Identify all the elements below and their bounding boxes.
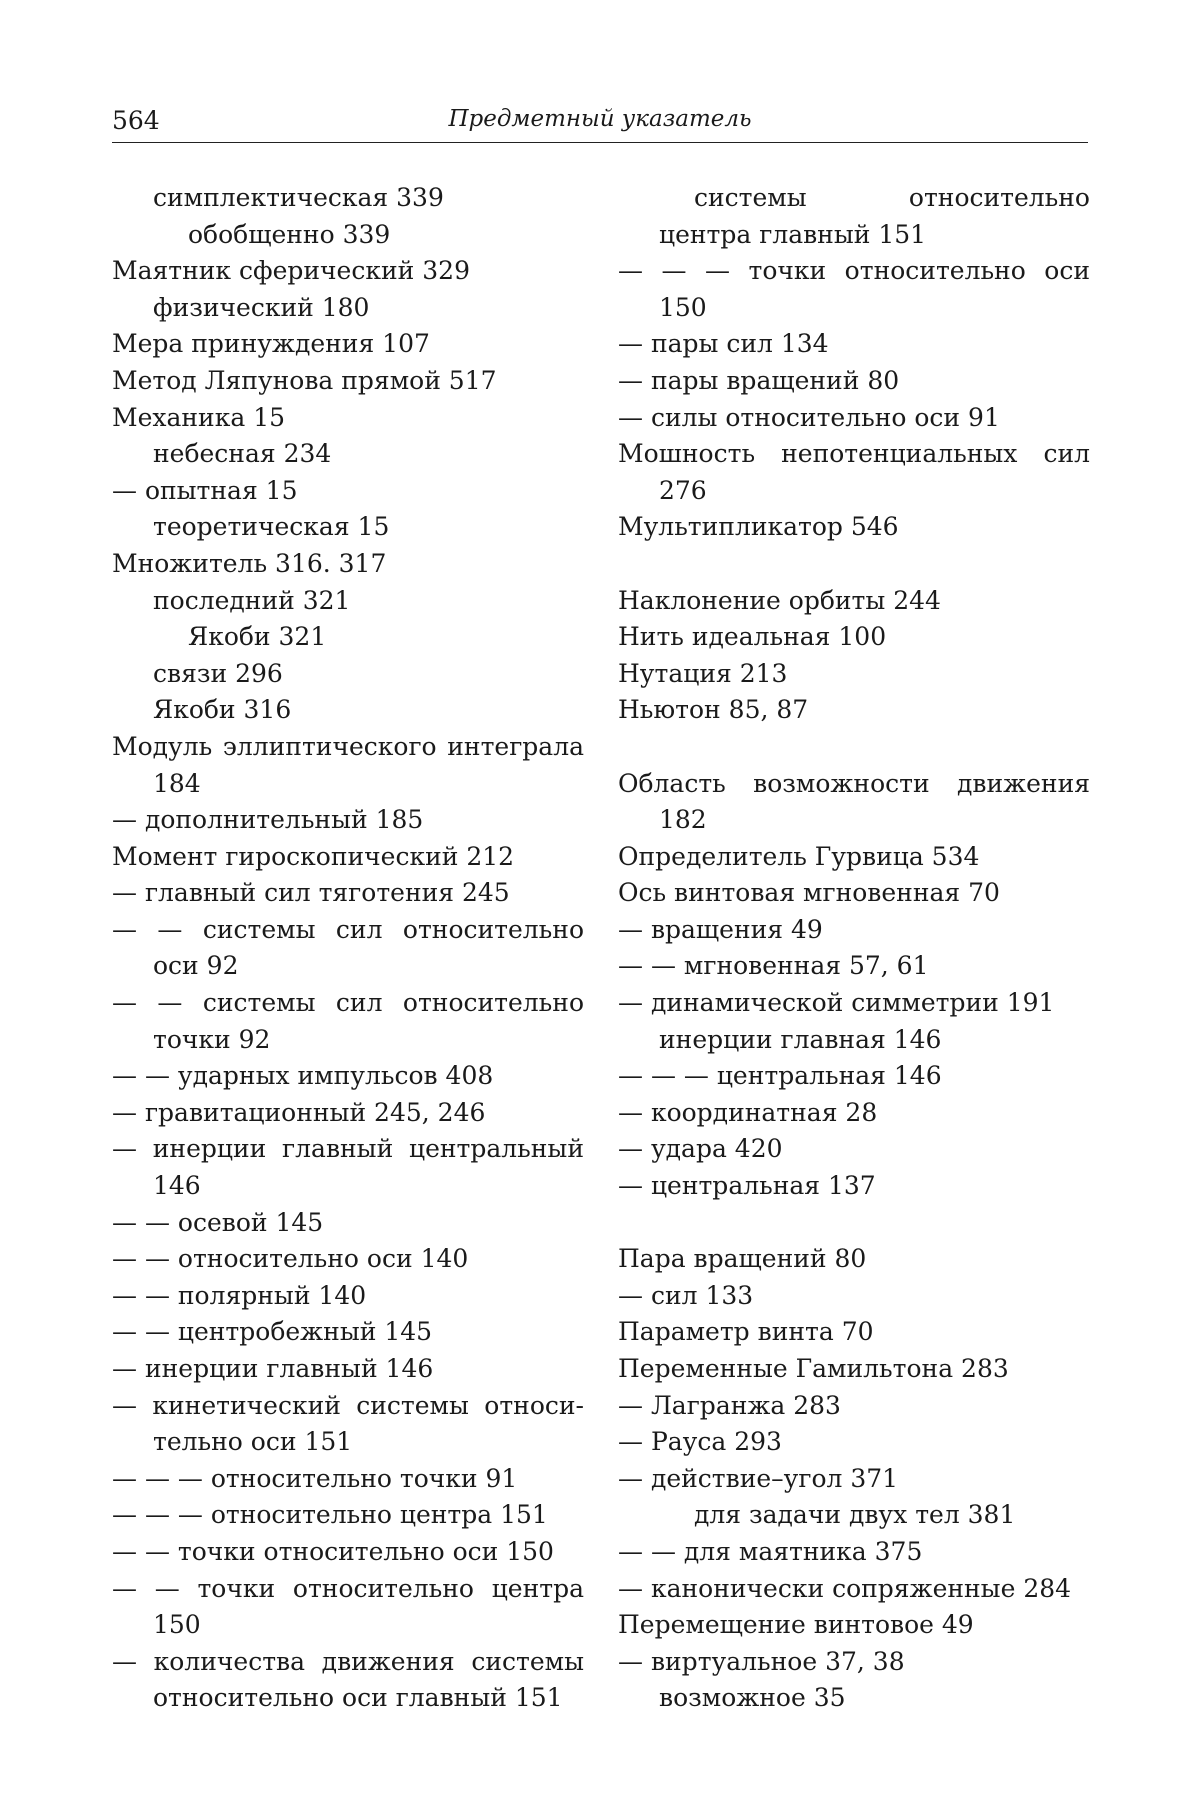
index-entry: — дополнительный 185 bbox=[112, 805, 424, 835]
index-entry: — количества движения системы bbox=[112, 1646, 584, 1676]
index-entry-continuation: 150 bbox=[659, 292, 707, 322]
index-entry: — — системы сил относительно bbox=[112, 914, 584, 944]
index-entry: — — центробежный 145 bbox=[112, 1317, 433, 1347]
index-entry: — главный сил тяготения 245 bbox=[112, 878, 510, 908]
index-entry: Якоби 321 bbox=[188, 622, 327, 652]
index-entry: Модуль эллиптического интеграла bbox=[112, 731, 584, 761]
index-entry: Механика 15 bbox=[112, 402, 286, 432]
index-entry: теоретическая 15 bbox=[153, 512, 390, 542]
index-entry: — — системы сил относительно bbox=[112, 988, 584, 1018]
page-number: 564 bbox=[112, 106, 160, 135]
index-entry: Мультипликатор 546 bbox=[618, 512, 899, 542]
index-entry: — — относительно оси 140 bbox=[112, 1244, 469, 1274]
index-entry-continuation: 146 bbox=[153, 1171, 201, 1201]
index-entry-continuation: 276 bbox=[659, 475, 707, 505]
index-entry: — силы относительно оси 91 bbox=[618, 402, 1000, 432]
index-entry: Ось винтовая мгновенная 70 bbox=[618, 878, 1000, 908]
index-entry: — инерции главный центральный bbox=[112, 1134, 584, 1164]
section-gap bbox=[618, 546, 1090, 583]
index-entry: — Рауса 293 bbox=[618, 1427, 782, 1457]
index-entry: — канонически сопряженные 284 bbox=[618, 1573, 1072, 1603]
index-entry: системы относительно bbox=[694, 183, 1090, 212]
index-entry: — — — относительно центра 151 bbox=[112, 1500, 548, 1530]
index-entry: Якоби 316 bbox=[153, 695, 292, 725]
index-entry: — — точки относительно центра bbox=[112, 1573, 584, 1603]
index-entry: — действие–угол 371 bbox=[618, 1463, 899, 1493]
index-entry-continuation: относительно оси главный 151 bbox=[153, 1683, 563, 1713]
index-entry: — — точки относительно оси 150 bbox=[112, 1536, 554, 1566]
index-entry: связи 296 bbox=[153, 658, 283, 688]
index-entry: — — — центральная 146 bbox=[618, 1061, 942, 1091]
index-entry: для задачи двух тел 381 bbox=[694, 1500, 1016, 1530]
index-entry: Нутация 213 bbox=[618, 658, 788, 688]
index-entry: обобщенно 339 bbox=[188, 219, 391, 249]
index-entry: Маятник сферический 329 bbox=[112, 256, 470, 286]
index-entry: последний 321 bbox=[153, 585, 351, 615]
index-entry: — пары сил 134 bbox=[618, 329, 829, 359]
index-entry: — — мгновенная 57, 61 bbox=[618, 951, 929, 981]
index-entry: — — полярный 140 bbox=[112, 1280, 367, 1310]
index-column-left bbox=[112, 180, 584, 1717]
index-entry: Метод Ляпунова прямой 517 bbox=[112, 365, 497, 395]
index-entry: Пара вращений 80 bbox=[618, 1244, 867, 1274]
index-entry: Перемещение винтовое 49 bbox=[618, 1610, 974, 1640]
index-entry: — — осевой 145 bbox=[112, 1207, 324, 1237]
index-entry: — кинетический системы относи- bbox=[112, 1390, 584, 1420]
index-entry: Ньютон 85, 87 bbox=[618, 695, 809, 725]
index-entry: — — — точки относительно оси bbox=[618, 256, 1090, 286]
index-entry: — сил 133 bbox=[618, 1280, 754, 1310]
index-entry: Мера принуждения 107 bbox=[112, 329, 430, 359]
index-entry: небесная 234 bbox=[153, 439, 332, 469]
index-entry: Наклонение орбиты 244 bbox=[618, 585, 941, 615]
index-entry: Мошность непотенциальных сил bbox=[618, 439, 1090, 469]
running-title: Предметный указатель bbox=[448, 106, 752, 132]
index-entry: — динамической симметрии 191 bbox=[618, 988, 1055, 1018]
index-entry: — — ударных импульсов 408 bbox=[112, 1061, 494, 1091]
index-entry: Момент гироскопический 212 bbox=[112, 841, 515, 871]
index-entry: — центральная 137 bbox=[618, 1171, 876, 1201]
index-entry: Область возможности движения bbox=[618, 768, 1090, 798]
index-entry: — — для маятника 375 bbox=[618, 1536, 923, 1566]
index-entry: Переменные Гамильтона 283 bbox=[618, 1354, 1009, 1383]
index-entry: — гравитационный 245, 246 bbox=[112, 1097, 486, 1127]
index-entry-continuation: тельно оси 151 bbox=[153, 1427, 353, 1457]
index-entry-continuation: 182 bbox=[659, 805, 707, 835]
section-gap bbox=[618, 729, 1090, 766]
index-entry: — — — относительно точки 91 bbox=[112, 1463, 518, 1493]
index-entry-continuation: 184 bbox=[153, 768, 201, 798]
index-entry: — удара 420 bbox=[618, 1134, 783, 1164]
index-entry: Определитель Гурвица 534 bbox=[618, 841, 980, 871]
index-entry: симплектическая 339 bbox=[153, 183, 444, 212]
index-entry: физический 180 bbox=[153, 292, 370, 322]
index-column-right bbox=[618, 180, 1090, 1717]
index-entry: — вращения 49 bbox=[618, 914, 823, 944]
page-header bbox=[112, 104, 1088, 143]
index-entry: — виртуальное 37, 38 bbox=[618, 1646, 905, 1676]
index-entry-continuation: 150 bbox=[153, 1610, 201, 1640]
index-entry-continuation: точки 92 bbox=[153, 1024, 271, 1054]
index-entry: возможное 35 bbox=[659, 1683, 846, 1713]
index-entry: Множитель 316. 317 bbox=[112, 548, 387, 578]
index-entry-continuation: центра главный 151 bbox=[659, 219, 927, 249]
index-entry: Параметр винта 70 bbox=[618, 1317, 874, 1347]
index-entry: — опытная 15 bbox=[112, 475, 298, 505]
index-entry: — пары вращений 80 bbox=[618, 365, 900, 395]
index-entry: Нить идеальная 100 bbox=[618, 622, 887, 652]
section-gap bbox=[618, 1205, 1090, 1242]
index-entry: — инерции главный 146 bbox=[112, 1354, 434, 1383]
index-entry: — координатная 28 bbox=[618, 1097, 878, 1127]
index-entry-continuation: оси 92 bbox=[153, 951, 239, 981]
index-entry: инерции главная 146 bbox=[659, 1024, 942, 1054]
index-entry: — Лагранжа 283 bbox=[618, 1390, 841, 1420]
